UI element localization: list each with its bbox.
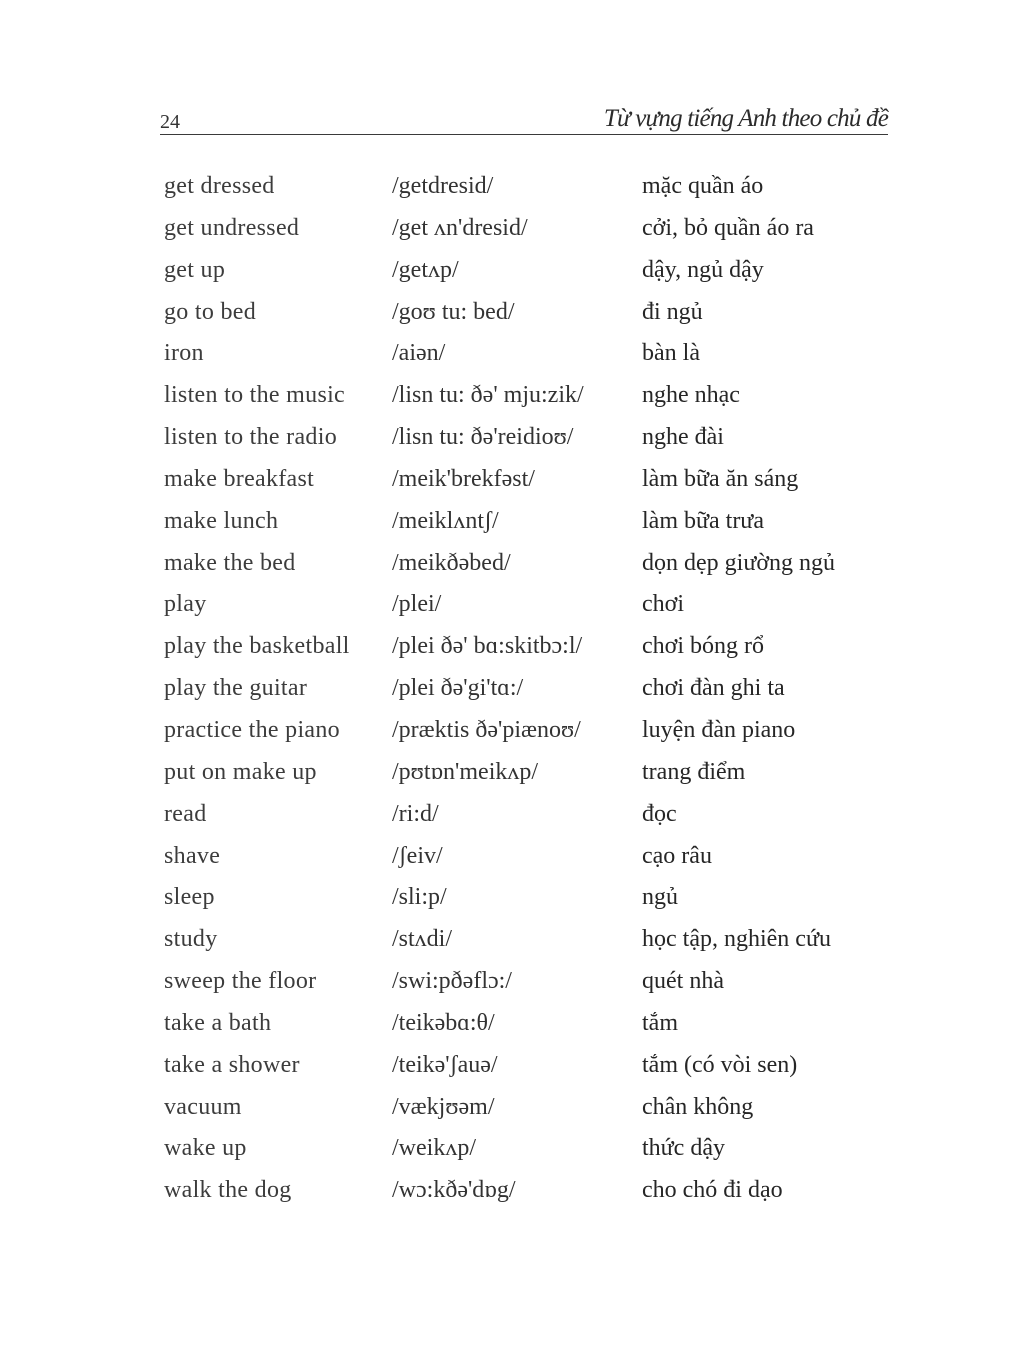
vocab-meaning: nghe nhạc (642, 382, 740, 409)
vocab-meaning: ngủ (642, 884, 678, 911)
vocab-word: take a shower (164, 1051, 300, 1078)
vocab-meaning: tắm (có vòi sen) (642, 1051, 798, 1078)
vocab-word: shave (164, 842, 221, 869)
vocab-row (162, 459, 882, 501)
vocab-row (162, 333, 882, 375)
vocab-pronunciation: /wɔ:kðə'dɒg/ (392, 1177, 516, 1204)
vocab-row (162, 877, 882, 919)
vocab-word: sweep the floor (164, 968, 317, 995)
vocab-word: get up (164, 256, 226, 283)
vocab-word: play the guitar (164, 675, 308, 702)
vocab-row (162, 417, 882, 459)
vocab-meaning: học tập, nghiên cứu (642, 926, 831, 953)
vocab-pronunciation: /teikə'ʃauə/ (392, 1051, 498, 1078)
vocab-word: practice the piano (164, 716, 340, 743)
vocab-meaning: luyện đàn piano (642, 716, 796, 743)
vocab-pronunciation: /sli:p/ (392, 884, 447, 911)
vocab-pronunciation: /stʌdi/ (392, 926, 453, 953)
vocab-pronunciation: /aiən/ (392, 340, 446, 367)
vocab-word: get dressed (164, 173, 275, 199)
vocab-meaning: chơi bóng rổ (642, 633, 765, 660)
vocab-row (162, 710, 882, 752)
vocab-meaning: chơi (642, 591, 685, 618)
vocab-word: take a bath (164, 1009, 272, 1036)
vocab-row (162, 375, 882, 417)
vocab-row (162, 1128, 882, 1170)
vocab-word: vacuum (164, 1093, 242, 1120)
vocab-meaning: mặc quần áo (642, 173, 764, 199)
vocab-meaning: quét nhà (642, 968, 724, 995)
vocab-pronunciation: /goʊ tu: bed/ (392, 298, 515, 325)
vocab-row (162, 752, 882, 794)
vocab-meaning: đọc (642, 800, 677, 827)
vocab-pronunciation: /teikəbɑ:θ/ (392, 1009, 495, 1036)
vocab-meaning: đi ngủ (642, 298, 703, 325)
vocab-meaning: thức dậy (642, 1135, 725, 1162)
vocab-pronunciation: /meiklʌntʃ/ (392, 507, 499, 534)
vocab-row (162, 1087, 882, 1129)
vocab-meaning: tắm (642, 1009, 678, 1036)
vocab-pronunciation: /get ʌn'dresid/ (392, 214, 528, 241)
vocab-row (162, 668, 882, 710)
vocab-pronunciation: /ʃeiv/ (392, 842, 443, 869)
vocab-meaning: chân không (642, 1093, 754, 1120)
vocab-row (162, 292, 882, 334)
running-head (160, 104, 888, 135)
vocab-pronunciation: /ri:d/ (392, 800, 439, 827)
vocab-row (162, 250, 882, 292)
vocab-row (162, 543, 882, 585)
vocab-row (162, 794, 882, 836)
vocab-row (162, 919, 882, 961)
vocab-meaning: làm bữa trưa (642, 507, 764, 534)
vocab-row (162, 166, 882, 208)
vocab-word: get undressed (164, 214, 300, 241)
vocab-word: play the basketball (164, 633, 350, 660)
vocab-word: read (164, 800, 207, 827)
vocab-pronunciation: /getʌp/ (392, 256, 459, 283)
vocab-pronunciation: /weikʌp/ (392, 1135, 476, 1162)
vocab-word: make lunch (164, 507, 279, 534)
vocab-row (162, 1003, 882, 1045)
vocab-word: study (164, 926, 218, 953)
vocab-word: go to bed (164, 298, 257, 325)
vocab-word: listen to the radio (164, 424, 337, 451)
vocab-word: make breakfast (164, 465, 315, 492)
vocab-meaning: cởi, bỏ quần áo ra (642, 214, 814, 241)
vocab-word: wake up (164, 1135, 247, 1162)
vocab-pronunciation: /præktis ðə'piænoʊ/ (392, 716, 581, 743)
vocab-meaning: cạo râu (642, 842, 712, 869)
vocab-pronunciation: /lisn tu: ðə' mju:zik/ (392, 382, 584, 409)
vocab-pronunciation: /meikðəbed/ (392, 549, 511, 576)
vocabulary-table (162, 166, 882, 1212)
vocab-row (162, 836, 882, 878)
vocab-pronunciation: /getdresid/ (392, 173, 494, 199)
vocab-row (162, 584, 882, 626)
vocab-meaning: trang điểm (642, 758, 746, 785)
vocab-pronunciation: /lisn tu: ðə'reidioʊ/ (392, 424, 574, 451)
vocab-row (162, 501, 882, 543)
vocab-row (162, 1045, 882, 1087)
vocab-row (162, 1170, 882, 1212)
vocab-word: walk the dog (164, 1177, 292, 1204)
vocab-row (162, 961, 882, 1003)
vocab-pronunciation: /swi:pðəflɔ:/ (392, 968, 512, 995)
vocab-word: sleep (164, 884, 215, 911)
vocab-word: play (164, 591, 207, 618)
vocab-pronunciation: /vækjʊəm/ (392, 1093, 495, 1120)
vocab-word: make the bed (164, 549, 296, 576)
vocab-meaning: cho chó đi dạo (642, 1177, 783, 1204)
vocab-row (162, 208, 882, 250)
vocab-pronunciation: /plei ðə' bɑ:skitbɔ:l/ (392, 633, 583, 660)
vocab-meaning: bàn là (642, 340, 700, 367)
vocab-word: listen to the music (164, 382, 346, 409)
book-title: Từ vựng tiếng Anh theo chủ đề (603, 105, 888, 132)
vocab-meaning: nghe đài (642, 424, 724, 451)
vocab-pronunciation: /plei ðə'gi'tɑ:/ (392, 675, 524, 702)
vocab-meaning: làm bữa ăn sáng (642, 465, 799, 492)
vocab-meaning: chơi đàn ghi ta (642, 675, 785, 702)
vocab-pronunciation: /meik'brekfəst/ (392, 465, 535, 492)
vocab-pronunciation: /pʊtɒn'meikʌp/ (392, 758, 539, 785)
vocab-meaning: dậy, ngủ dậy (642, 256, 764, 283)
page-number: 24 (160, 111, 180, 133)
vocab-word: iron (164, 340, 204, 367)
vocab-row (162, 626, 882, 668)
vocab-meaning: dọn dẹp giường ngủ (642, 549, 836, 576)
vocab-word: put on make up (164, 758, 317, 785)
vocab-pronunciation: /plei/ (392, 591, 442, 618)
